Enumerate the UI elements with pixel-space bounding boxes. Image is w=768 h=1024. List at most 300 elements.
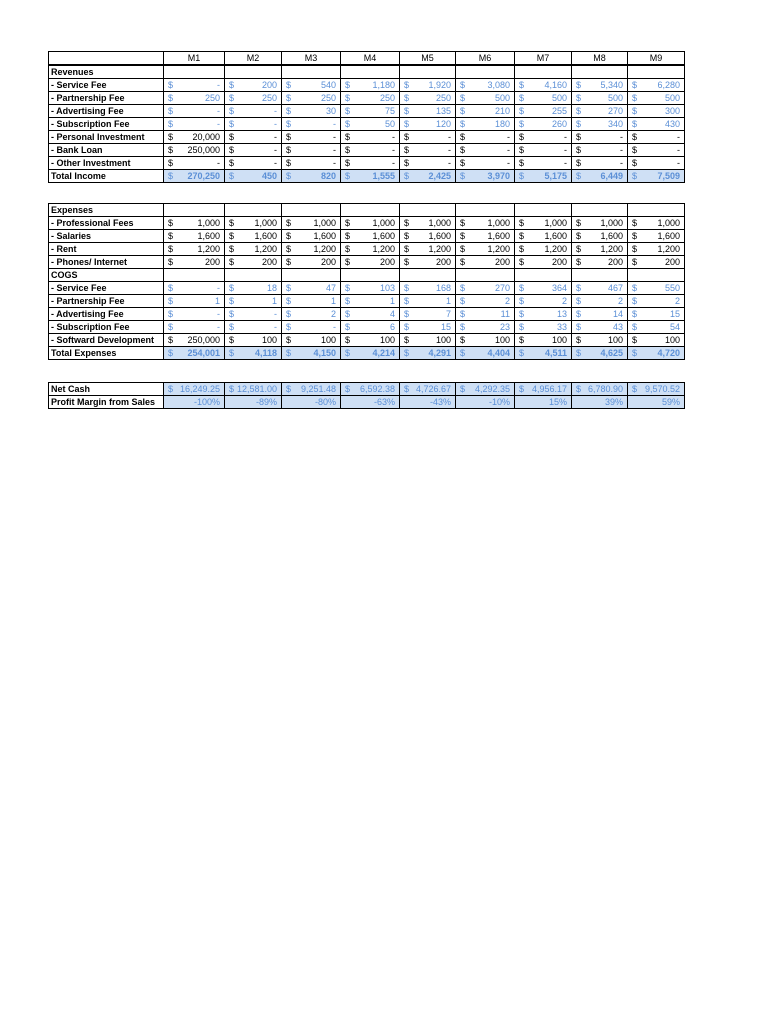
cell-m9[interactable]	[628, 282, 685, 295]
cell-m3[interactable]	[282, 347, 341, 360]
cell-m1[interactable]	[164, 118, 225, 131]
cell-m1[interactable]	[164, 396, 225, 409]
cell-m2[interactable]	[225, 243, 282, 256]
cell-value: -	[564, 144, 567, 155]
currency-symbol: $	[168, 144, 174, 155]
cell-m6[interactable]	[456, 396, 515, 409]
cell-m7[interactable]	[515, 256, 572, 269]
cell-m5[interactable]	[400, 79, 456, 92]
currency-symbol: $	[345, 118, 351, 129]
cell-value: 12,581.00	[236, 383, 277, 394]
cell-m3[interactable]	[282, 131, 341, 144]
cell-m8[interactable]	[572, 105, 628, 118]
currency-symbol: $	[632, 230, 638, 241]
row-label[interactable]: - Subscription Fee	[49, 118, 164, 131]
cell-m5[interactable]	[400, 256, 456, 269]
cell-m1[interactable]	[164, 321, 225, 334]
cell-m5[interactable]	[400, 347, 456, 360]
cell-value: 1,600	[657, 230, 680, 241]
row-label[interactable]: Net Cash	[49, 383, 164, 396]
row-label[interactable]: - Advertising Fee	[49, 105, 164, 118]
currency-symbol: $	[632, 157, 638, 168]
row-label[interactable]: - Service Fee	[49, 282, 164, 295]
currency-symbol: $	[460, 157, 466, 168]
cell-value: -	[392, 157, 395, 168]
cell-m3[interactable]	[282, 230, 341, 243]
cell-m3[interactable]	[282, 217, 341, 230]
cell-m5[interactable]	[400, 118, 456, 131]
cell-m1[interactable]	[164, 347, 225, 360]
header-m4[interactable]: M4	[341, 52, 400, 65]
cell-m6[interactable]	[456, 105, 515, 118]
row-label[interactable]: Revenues	[49, 66, 164, 79]
cell-m1[interactable]	[164, 170, 225, 183]
row-label[interactable]: Expenses	[49, 204, 164, 217]
cell-m9[interactable]	[628, 170, 685, 183]
row-label[interactable]: - Advertising Fee	[49, 308, 164, 321]
cell-m1[interactable]	[164, 105, 225, 118]
cell-m6[interactable]	[456, 170, 515, 183]
cell-m9[interactable]	[628, 217, 685, 230]
cell-value: 13	[556, 308, 567, 319]
cell-m9[interactable]	[628, 321, 685, 334]
cell-m5[interactable]	[400, 170, 456, 183]
cell-m8[interactable]	[572, 282, 628, 295]
cell-m9[interactable]	[628, 79, 685, 92]
cell-m2[interactable]	[225, 396, 282, 409]
cell-m4[interactable]	[341, 131, 400, 144]
cell-m5[interactable]	[400, 92, 456, 105]
cell-m5[interactable]	[400, 144, 456, 157]
cell-m6[interactable]	[456, 230, 515, 243]
cell-m4[interactable]	[341, 105, 400, 118]
cell-m4[interactable]	[341, 170, 400, 183]
cell-m5[interactable]	[400, 204, 456, 217]
cell-m9[interactable]	[628, 204, 685, 217]
cell-m6[interactable]	[456, 66, 515, 79]
cell-value: -	[274, 157, 277, 168]
cell-m8[interactable]	[572, 308, 628, 321]
cell-m1[interactable]	[164, 383, 225, 396]
cell-m2[interactable]	[225, 321, 282, 334]
cell-m6[interactable]	[456, 347, 515, 360]
cell-m3[interactable]	[282, 79, 341, 92]
currency-symbol: $	[286, 321, 292, 332]
cell-m5[interactable]	[400, 131, 456, 144]
cell-m1[interactable]	[164, 131, 225, 144]
cell-m7[interactable]	[515, 217, 572, 230]
cell-m9[interactable]	[628, 105, 685, 118]
cell-m9[interactable]	[628, 308, 685, 321]
cell-m6[interactable]	[456, 92, 515, 105]
cell-value: 15%	[548, 396, 567, 407]
currency-symbol: $	[460, 308, 466, 319]
cell-m3[interactable]	[282, 269, 341, 282]
cell-value: -	[333, 118, 336, 129]
cell-value: 5,340	[600, 79, 623, 90]
header-m5[interactable]: M5	[400, 52, 456, 65]
cell-m9[interactable]	[628, 295, 685, 308]
cell-m3[interactable]	[282, 92, 341, 105]
cell-value: 1,000	[254, 217, 277, 228]
cell-m2[interactable]	[225, 308, 282, 321]
cell-m8[interactable]	[572, 157, 628, 170]
cell-m7[interactable]	[515, 383, 572, 396]
cell-m3[interactable]	[282, 204, 341, 217]
cell-value: -	[448, 131, 451, 142]
cell-m4[interactable]	[341, 347, 400, 360]
cell-m5[interactable]	[400, 269, 456, 282]
cell-m3[interactable]	[282, 396, 341, 409]
cell-value: 820	[320, 170, 336, 181]
cell-m2[interactable]	[225, 118, 282, 131]
currency-symbol: $	[576, 105, 582, 116]
cell-m9[interactable]	[628, 92, 685, 105]
cell-m5[interactable]	[400, 334, 456, 347]
cell-m2[interactable]	[225, 295, 282, 308]
cell-m4[interactable]	[341, 321, 400, 334]
row-label[interactable]: - Softward Development	[49, 334, 164, 347]
row-label[interactable]: - Bank Loan	[49, 144, 164, 157]
cell-m6[interactable]	[456, 308, 515, 321]
cell-m4[interactable]	[341, 230, 400, 243]
cell-m9[interactable]	[628, 118, 685, 131]
cell-m6[interactable]	[456, 256, 515, 269]
cell-m6[interactable]	[456, 131, 515, 144]
cell-m7[interactable]	[515, 118, 572, 131]
cell-m6[interactable]	[456, 334, 515, 347]
cell-m3[interactable]	[282, 256, 341, 269]
cell-m7[interactable]	[515, 204, 572, 217]
cell-m3[interactable]	[282, 170, 341, 183]
cell-m7[interactable]	[515, 131, 572, 144]
cell-m3[interactable]	[282, 66, 341, 79]
cell-m4[interactable]	[341, 157, 400, 170]
cell-m9[interactable]	[628, 243, 685, 256]
cell-m2[interactable]	[225, 131, 282, 144]
header-m2[interactable]: M2	[225, 52, 282, 65]
cell-value: -	[333, 157, 336, 168]
cell-m5[interactable]	[400, 157, 456, 170]
cell-m3[interactable]	[282, 118, 341, 131]
row-label[interactable]: Total Expenses	[49, 347, 164, 360]
cell-m8[interactable]	[572, 334, 628, 347]
row-label[interactable]: COGS	[49, 269, 164, 282]
cell-m2[interactable]	[225, 144, 282, 157]
cell-m6[interactable]	[456, 144, 515, 157]
cell-m1[interactable]	[164, 204, 225, 217]
cell-m4[interactable]	[341, 217, 400, 230]
cell-m9[interactable]	[628, 157, 685, 170]
currency-symbol: $	[519, 118, 525, 129]
cell-m8[interactable]	[572, 144, 628, 157]
cell-m3[interactable]	[282, 243, 341, 256]
row-label[interactable]: Profit Margin from Sales	[49, 396, 164, 409]
cell-m8[interactable]	[572, 204, 628, 217]
cell-m1[interactable]	[164, 256, 225, 269]
cell-m9[interactable]	[628, 269, 685, 282]
cell-m2[interactable]	[225, 66, 282, 79]
cell-m2[interactable]	[225, 256, 282, 269]
cell-value: 200	[204, 256, 220, 267]
cell-m1[interactable]	[164, 308, 225, 321]
cell-m6[interactable]	[456, 321, 515, 334]
cell-m9[interactable]	[628, 396, 685, 409]
table-row	[49, 295, 685, 308]
cell-m4[interactable]	[341, 295, 400, 308]
cell-m2[interactable]	[225, 347, 282, 360]
cell-m6[interactable]	[456, 118, 515, 131]
cell-m2[interactable]	[225, 217, 282, 230]
cell-m4[interactable]	[341, 396, 400, 409]
cell-m1[interactable]	[164, 282, 225, 295]
cell-m1[interactable]	[164, 295, 225, 308]
row-label[interactable]: - Service Fee	[49, 79, 164, 92]
row-label[interactable]: - Partnership Fee	[49, 295, 164, 308]
header-m8[interactable]: M8	[572, 52, 628, 65]
currency-symbol: $	[345, 92, 351, 103]
currency-symbol: $	[168, 157, 174, 168]
cell-m4[interactable]	[341, 118, 400, 131]
cell-m4[interactable]	[341, 66, 400, 79]
row-label[interactable]: - Salaries	[49, 230, 164, 243]
cell-value: -80%	[314, 396, 336, 407]
row-label[interactable]: - Rent	[49, 243, 164, 256]
currency-symbol: $	[576, 230, 582, 241]
cell-m6[interactable]	[456, 243, 515, 256]
cell-m4[interactable]	[341, 144, 400, 157]
cell-m7[interactable]	[515, 396, 572, 409]
cell-m9[interactable]	[628, 334, 685, 347]
cell-m3[interactable]	[282, 308, 341, 321]
cell-m4[interactable]	[341, 308, 400, 321]
cell-m1[interactable]	[164, 144, 225, 157]
header-m7[interactable]: M7	[515, 52, 572, 65]
cell-m6[interactable]	[456, 269, 515, 282]
cell-m7[interactable]	[515, 321, 572, 334]
cell-m6[interactable]	[456, 295, 515, 308]
cell-m5[interactable]	[400, 396, 456, 409]
cell-value: 1	[445, 295, 451, 306]
cell-m6[interactable]	[456, 79, 515, 92]
cell-m4[interactable]	[341, 282, 400, 295]
table-row	[49, 321, 685, 334]
cell-m5[interactable]	[400, 383, 456, 396]
cell-m5[interactable]	[400, 105, 456, 118]
cell-m7[interactable]	[515, 105, 572, 118]
cell-m8[interactable]	[572, 321, 628, 334]
cell-m7[interactable]	[515, 170, 572, 183]
cell-m8[interactable]	[572, 170, 628, 183]
cell-m7[interactable]	[515, 269, 572, 282]
cell-m5[interactable]	[400, 282, 456, 295]
cell-value: -	[217, 157, 220, 168]
cell-m7[interactable]	[515, 79, 572, 92]
cell-m5[interactable]	[400, 321, 456, 334]
cell-m6[interactable]	[456, 282, 515, 295]
cell-m2[interactable]	[225, 79, 282, 92]
currency-symbol: $	[229, 295, 235, 306]
cell-value: -100%	[193, 396, 220, 407]
cell-m7[interactable]	[515, 282, 572, 295]
cell-value: -	[274, 144, 277, 155]
cell-m4[interactable]	[341, 204, 400, 217]
cell-m2[interactable]	[225, 204, 282, 217]
cell-m9[interactable]	[628, 230, 685, 243]
cell-m7[interactable]	[515, 243, 572, 256]
cell-m8[interactable]	[572, 79, 628, 92]
cell-m8[interactable]	[572, 269, 628, 282]
cell-m7[interactable]	[515, 295, 572, 308]
cell-value: 9,251.48	[300, 383, 336, 394]
cell-m1[interactable]	[164, 66, 225, 79]
cell-m9[interactable]	[628, 347, 685, 360]
currency-symbol: $	[286, 230, 292, 241]
cell-m6[interactable]	[456, 157, 515, 170]
currency-symbol: $	[345, 217, 351, 228]
cell-m6[interactable]	[456, 217, 515, 230]
cell-m1[interactable]	[164, 243, 225, 256]
cell-m1[interactable]	[164, 269, 225, 282]
cell-m7[interactable]	[515, 144, 572, 157]
cell-m1[interactable]	[164, 217, 225, 230]
cell-m8[interactable]	[572, 230, 628, 243]
cell-value: 1,555	[372, 170, 395, 181]
cell-m8[interactable]	[572, 118, 628, 131]
cell-m9[interactable]	[628, 66, 685, 79]
cell-m8[interactable]	[572, 256, 628, 269]
currency-symbol: $	[345, 144, 351, 155]
cell-m7[interactable]	[515, 66, 572, 79]
expenses-table	[48, 203, 685, 360]
cell-m8[interactable]	[572, 396, 628, 409]
cell-m7[interactable]	[515, 308, 572, 321]
row-label[interactable]: - Phones/ Internet	[49, 256, 164, 269]
cell-value: -	[448, 157, 451, 168]
cell-value: 260	[551, 118, 567, 129]
cell-m2[interactable]	[225, 282, 282, 295]
cell-m1[interactable]	[164, 92, 225, 105]
cell-m4[interactable]	[341, 243, 400, 256]
row-label[interactable]: - Partnership Fee	[49, 92, 164, 105]
header-m9[interactable]: M9	[628, 52, 685, 65]
cell-m2[interactable]	[225, 170, 282, 183]
cell-m4[interactable]	[341, 256, 400, 269]
cell-m8[interactable]	[572, 217, 628, 230]
cell-m3[interactable]	[282, 321, 341, 334]
row-label[interactable]: - Personal Investment	[49, 131, 164, 144]
cell-m8[interactable]	[572, 92, 628, 105]
cell-m4[interactable]	[341, 269, 400, 282]
cell-m5[interactable]	[400, 308, 456, 321]
cell-m3[interactable]	[282, 334, 341, 347]
row-label[interactable]: - Professional Fees	[49, 217, 164, 230]
cell-value: -	[507, 131, 510, 142]
header-m3[interactable]: M3	[282, 52, 341, 65]
cell-m7[interactable]	[515, 157, 572, 170]
cell-m3[interactable]	[282, 282, 341, 295]
currency-symbol: $	[404, 131, 410, 142]
cell-value: 3,080	[487, 79, 510, 90]
cell-m3[interactable]	[282, 295, 341, 308]
cell-m4[interactable]	[341, 92, 400, 105]
cell-m1[interactable]	[164, 79, 225, 92]
cell-m7[interactable]	[515, 230, 572, 243]
cell-value: 6,592.38	[359, 383, 395, 394]
header-m1[interactable]: M1	[164, 52, 225, 65]
cell-m5[interactable]	[400, 243, 456, 256]
cell-m2[interactable]	[225, 269, 282, 282]
cell-value: 100	[379, 334, 395, 345]
cell-m7[interactable]	[515, 347, 572, 360]
cell-m5[interactable]	[400, 66, 456, 79]
cell-m8[interactable]	[572, 243, 628, 256]
currency-symbol: $	[632, 217, 638, 228]
cell-m2[interactable]	[225, 105, 282, 118]
cell-m6[interactable]	[456, 383, 515, 396]
cell-m3[interactable]	[282, 383, 341, 396]
cell-m5[interactable]	[400, 295, 456, 308]
cell-m4[interactable]	[341, 334, 400, 347]
cell-m3[interactable]	[282, 144, 341, 157]
cell-value: 1	[214, 295, 220, 306]
cell-m2[interactable]	[225, 334, 282, 347]
cell-m9[interactable]	[628, 144, 685, 157]
currency-symbol: $	[168, 79, 174, 90]
cell-m1[interactable]	[164, 157, 225, 170]
row-label[interactable]: - Subscription Fee	[49, 321, 164, 334]
cell-m2[interactable]	[225, 383, 282, 396]
cell-m7[interactable]	[515, 334, 572, 347]
cell-m9[interactable]	[628, 256, 685, 269]
cell-value: 270,250	[187, 170, 220, 181]
cell-m8[interactable]	[572, 347, 628, 360]
currency-symbol: $	[460, 383, 466, 394]
cell-m9[interactable]	[628, 383, 685, 396]
cell-m7[interactable]	[515, 92, 572, 105]
cell-m5[interactable]	[400, 217, 456, 230]
currency-symbol: $	[345, 243, 351, 254]
cell-m3[interactable]	[282, 157, 341, 170]
cell-m2[interactable]	[225, 230, 282, 243]
cell-m9[interactable]	[628, 131, 685, 144]
row-label[interactable]: - Other Investment	[49, 157, 164, 170]
currency-symbol: $	[286, 131, 292, 142]
cell-m6[interactable]	[456, 204, 515, 217]
cell-m1[interactable]	[164, 334, 225, 347]
cell-m1[interactable]	[164, 230, 225, 243]
header-m6[interactable]: M6	[456, 52, 515, 65]
cell-m5[interactable]	[400, 230, 456, 243]
currency-symbol: $	[460, 92, 466, 103]
cell-m8[interactable]	[572, 383, 628, 396]
cell-m2[interactable]	[225, 157, 282, 170]
cell-m8[interactable]	[572, 295, 628, 308]
cell-m3[interactable]	[282, 105, 341, 118]
currency-symbol: $	[286, 105, 292, 116]
cell-m2[interactable]	[225, 92, 282, 105]
cell-m4[interactable]	[341, 383, 400, 396]
cell-value: -	[677, 157, 680, 168]
cell-m8[interactable]	[572, 131, 628, 144]
currency-symbol: $	[519, 92, 525, 103]
cell-m4[interactable]	[341, 79, 400, 92]
cell-value: 100	[435, 334, 451, 345]
row-label[interactable]: Total Income	[49, 170, 164, 183]
cell-m8[interactable]	[572, 66, 628, 79]
cell-value: 1,200	[544, 243, 567, 254]
currency-symbol: $	[460, 230, 466, 241]
